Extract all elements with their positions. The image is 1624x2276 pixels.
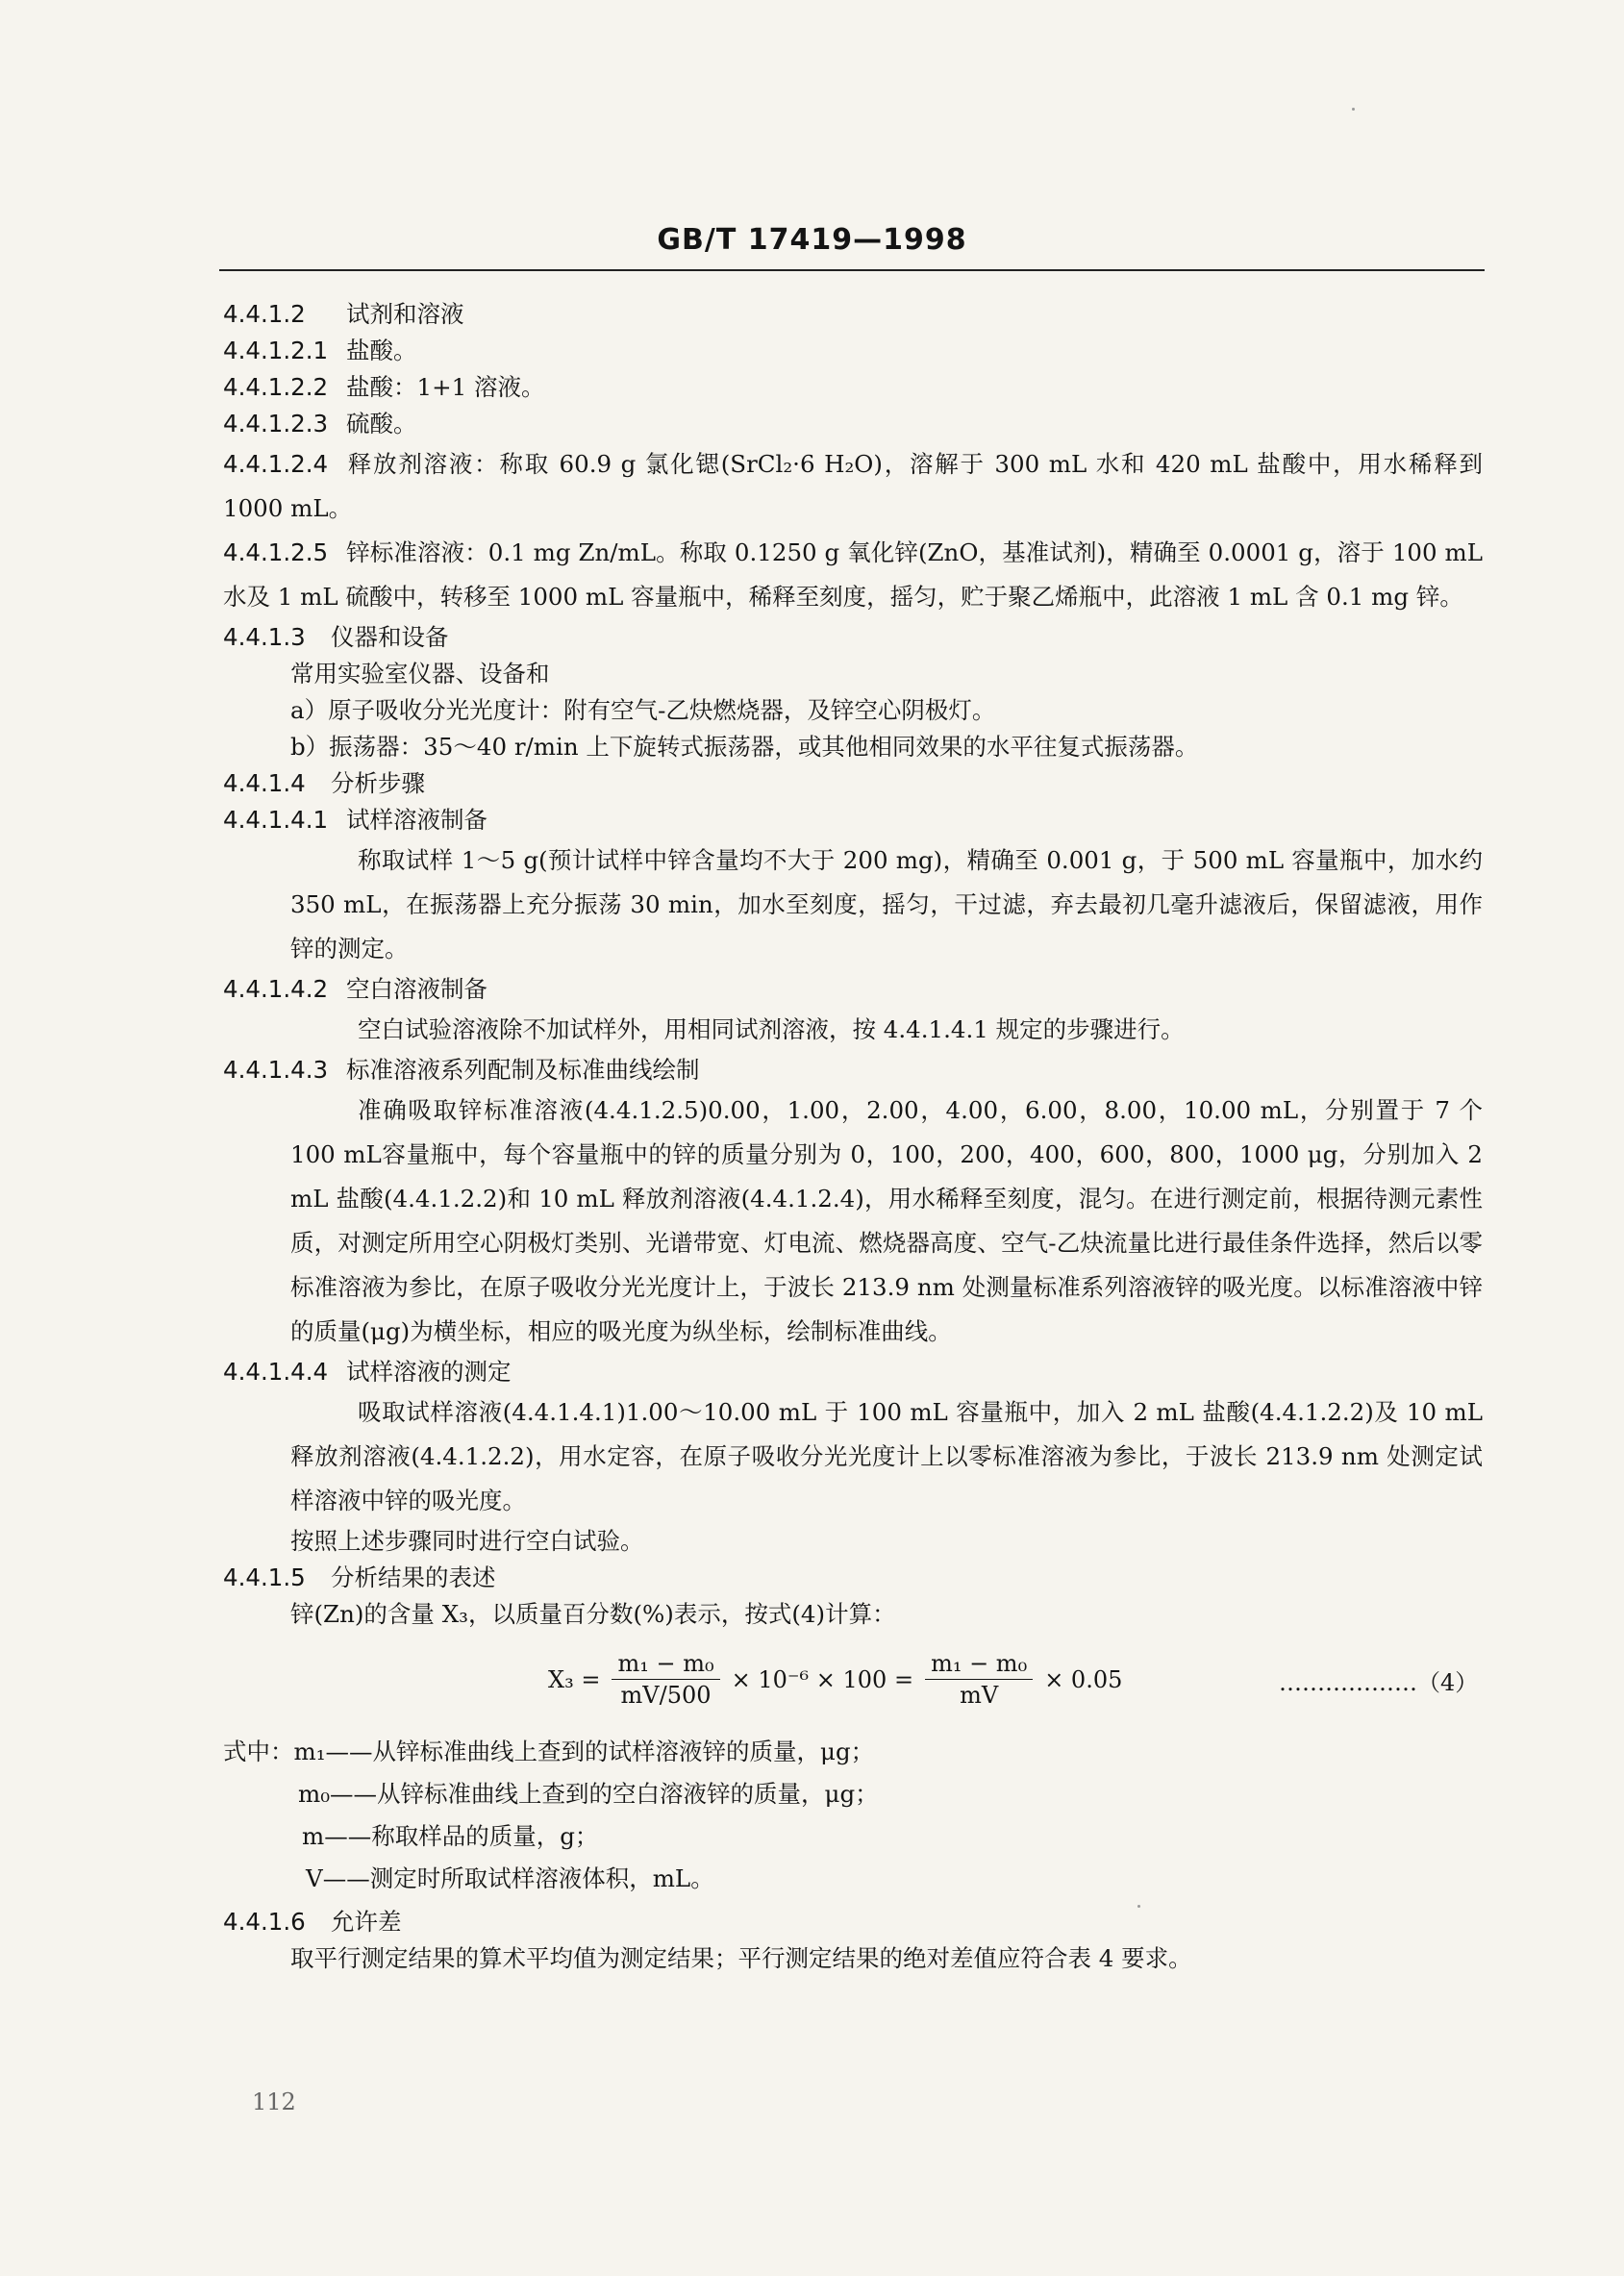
equation-number: ………………（4） (1279, 1669, 1479, 1696)
section-number: 4.4.1.4.1 (223, 806, 329, 834)
sample-preparation-text: 称取试样 1～5 g(预计试样中锌含量均不大于 200 mg)，精确至 0.001 g，于 500 mL 容量瓶中，加水约 350 mL，在振荡器上充分振荡 30 min，加水至刻度，摇匀，干过滤，弃去最初几毫升滤液后，保留滤液，用作锌的测定。 (290, 846, 1483, 963)
section-4-4-1-2-1 (223, 333, 1483, 369)
section-text: 释放剂溶液：称取 60.9 g 氯化锶(SrCl₂·6 H₂O)，溶解于 300 mL 水和 420 mL 盐酸中，用水稀释到 1000 mL。 (223, 450, 1483, 522)
section-number: 4.4.1.4.2 (223, 975, 329, 1003)
equipment-item-a: a）原子吸收分光光度计：附有空气-乙炔燃烧器，及锌空心阴极灯。 (290, 696, 996, 724)
section-title: 试样溶液的测定 (346, 1358, 512, 1386)
fraction-denominator: mV (960, 1682, 999, 1709)
section-text: 硫酸。 (346, 410, 417, 438)
definition-m: m——称取样品的质量，g； (302, 1822, 599, 1850)
section-4-4-1-2 (223, 296, 1483, 333)
blank-test-text: 按照上述步骤同时进行空白试验。 (290, 1527, 644, 1555)
equation-fraction-2 (925, 1650, 1033, 1709)
equipment-intro: 常用实验室仪器、设备和 (290, 660, 550, 688)
section-number: 4.4.1.2.5 (223, 538, 329, 566)
section-4-4-1-4-4 (223, 1354, 1483, 1390)
tolerance-text: 取平行测定结果的算术平均值为测定结果；平行测定结果的绝对差值应符合表 4 要求。 (290, 1944, 1192, 1972)
equation-lhs: X₃ = (548, 1665, 601, 1693)
section-title: 允许差 (331, 1908, 402, 1936)
section-4-4-1-3 (223, 619, 1483, 656)
page-number: 112 (252, 2088, 296, 2115)
section-number: 4.4.1.6 (223, 1908, 306, 1936)
standard-curve-text: 准确吸取锌标准溶液(4.4.1.2.5)0.00，1.00，2.00，4.00，6.00，8.00，10.00 mL，分别置于 7 个 100 mL容量瓶中，每个容量瓶中的锌的质量分别为 0，100，200，400，600，800，1000 μg，分别加入 2 mL 盐酸(4.4.1.2.2)和 10 mL 释放剂溶液(4.4.1.2.4)，用水稀释至刻度，混匀。在进行测定前，根据待测元素性质，对测定所用空心阴极灯类别、光谱带宽、灯电流、燃烧器高度、空气-乙炔流量比进行最佳条件选择，然后以零标准溶液为参比，在原子吸收分光光度计上，于波长 213.9 nm 处测量标准系列溶液锌的吸光度。以标准溶液中锌的质量(μg)为横坐标，相应的吸光度为纵坐标，绘制标准曲线。 (290, 1096, 1483, 1345)
definition-m0: m₀——从锌标准曲线上查到的空白溶液锌的质量，μg； (298, 1780, 879, 1808)
section-number: 4.4.1.2 (223, 300, 306, 328)
section-title: 试样溶液制备 (346, 806, 487, 834)
definition-V: V——测定时所取试样溶液体积，mL。 (306, 1864, 714, 1892)
definition-text: m₁——从锌标准曲线上查到的试样溶液锌的质量，μg； (293, 1738, 875, 1765)
section-4-4-1-2-5 (223, 531, 1483, 619)
variable-definitions (223, 1731, 1483, 1900)
section-number: 4.4.1.4.3 (223, 1056, 329, 1084)
section-4-4-1-4-2 (223, 971, 1483, 1008)
section-number: 4.4.1.2.3 (223, 410, 329, 438)
section-4-4-1-4 (223, 765, 1483, 802)
section-number: 4.4.1.3 (223, 623, 306, 651)
definition-m1 (223, 1731, 1483, 1773)
equation-tail: × 0.05 (1044, 1665, 1123, 1693)
section-number: 4.4.1.2.2 (223, 373, 329, 401)
fraction-denominator: mV/500 (620, 1682, 712, 1709)
section-4-4-1-2-3 (223, 406, 1483, 442)
section-text: 锌标准溶液：0.1 mg Zn/mL。称取 0.1250 g 氧化锌(ZnO，基准试剂)，精确至 0.0001 g，溶于 100 mL 水及 1 mL 硫酸中，转移至 1000 mL 容量瓶中，稀释至刻度，摇匀，贮于聚乙烯瓶中，此溶液 1 mL 含 0.1 mg 锌。 (223, 538, 1483, 611)
standard-number-header: GB/T 17419—1998 (657, 223, 967, 257)
section-number: 4.4.1.2.4 (223, 450, 329, 478)
equation-4 (223, 1642, 1483, 1723)
section-number: 4.4.1.2.1 (223, 337, 329, 364)
result-expression-intro: 锌(Zn)的含量 X₃，以质量百分数(%)表示，按式(4)计算： (290, 1600, 896, 1628)
section-4-4-1-2-2 (223, 369, 1483, 406)
section-title: 仪器和设备 (331, 623, 449, 651)
fraction-numerator: m₁ − m₀ (925, 1650, 1033, 1680)
section-4-4-1-4-1 (223, 802, 1483, 838)
equation-middle: × 10⁻⁶ × 100 = (731, 1665, 914, 1693)
blank-preparation-text: 空白试验溶液除不加试样外，用相同试剂溶液，按 4.4.1.4.1 规定的步骤进行。 (358, 1015, 1185, 1043)
document-body (223, 296, 1483, 1977)
equation-fraction-1 (612, 1650, 719, 1709)
section-title: 空白溶液制备 (346, 975, 487, 1003)
equipment-item-b: b）振荡器：35～40 r/min 上下旋转式振荡器，或其他相同效果的水平往复式振荡器。 (290, 733, 1199, 761)
section-text: 盐酸：1+1 溶液。 (346, 373, 545, 401)
section-4-4-1-6 (223, 1904, 1483, 1940)
section-number: 4.4.1.4 (223, 769, 306, 797)
section-4-4-1-5 (223, 1560, 1483, 1596)
section-4-4-1-2-4 (223, 442, 1483, 531)
section-number: 4.4.1.4.4 (223, 1358, 329, 1386)
section-number: 4.4.1.5 (223, 1563, 306, 1591)
header-rule (219, 269, 1485, 271)
sample-measurement-text: 吸取试样溶液(4.4.1.4.1)1.00～10.00 mL 于 100 mL 容量瓶中，加入 2 mL 盐酸(4.4.1.2.2)及 10 mL 释放剂溶液(4.4.1.2.2)，用水定容，在原子吸收分光光度计上以零标准溶液为参比，于波长 213.9 nm 处测定试样溶液中锌的吸光度。 (290, 1398, 1483, 1514)
section-4-4-1-4-3 (223, 1052, 1483, 1088)
scan-speck (1352, 108, 1355, 111)
section-text: 盐酸。 (346, 337, 417, 364)
section-title: 标准溶液系列配制及标准曲线绘制 (346, 1056, 700, 1084)
scan-speck (1137, 1905, 1140, 1908)
section-title: 分析步骤 (331, 769, 425, 797)
section-title: 分析结果的表述 (331, 1563, 496, 1591)
section-title: 试剂和溶液 (346, 300, 464, 328)
definition-lead: 式中： (223, 1738, 294, 1765)
fraction-numerator: m₁ − m₀ (612, 1650, 719, 1680)
